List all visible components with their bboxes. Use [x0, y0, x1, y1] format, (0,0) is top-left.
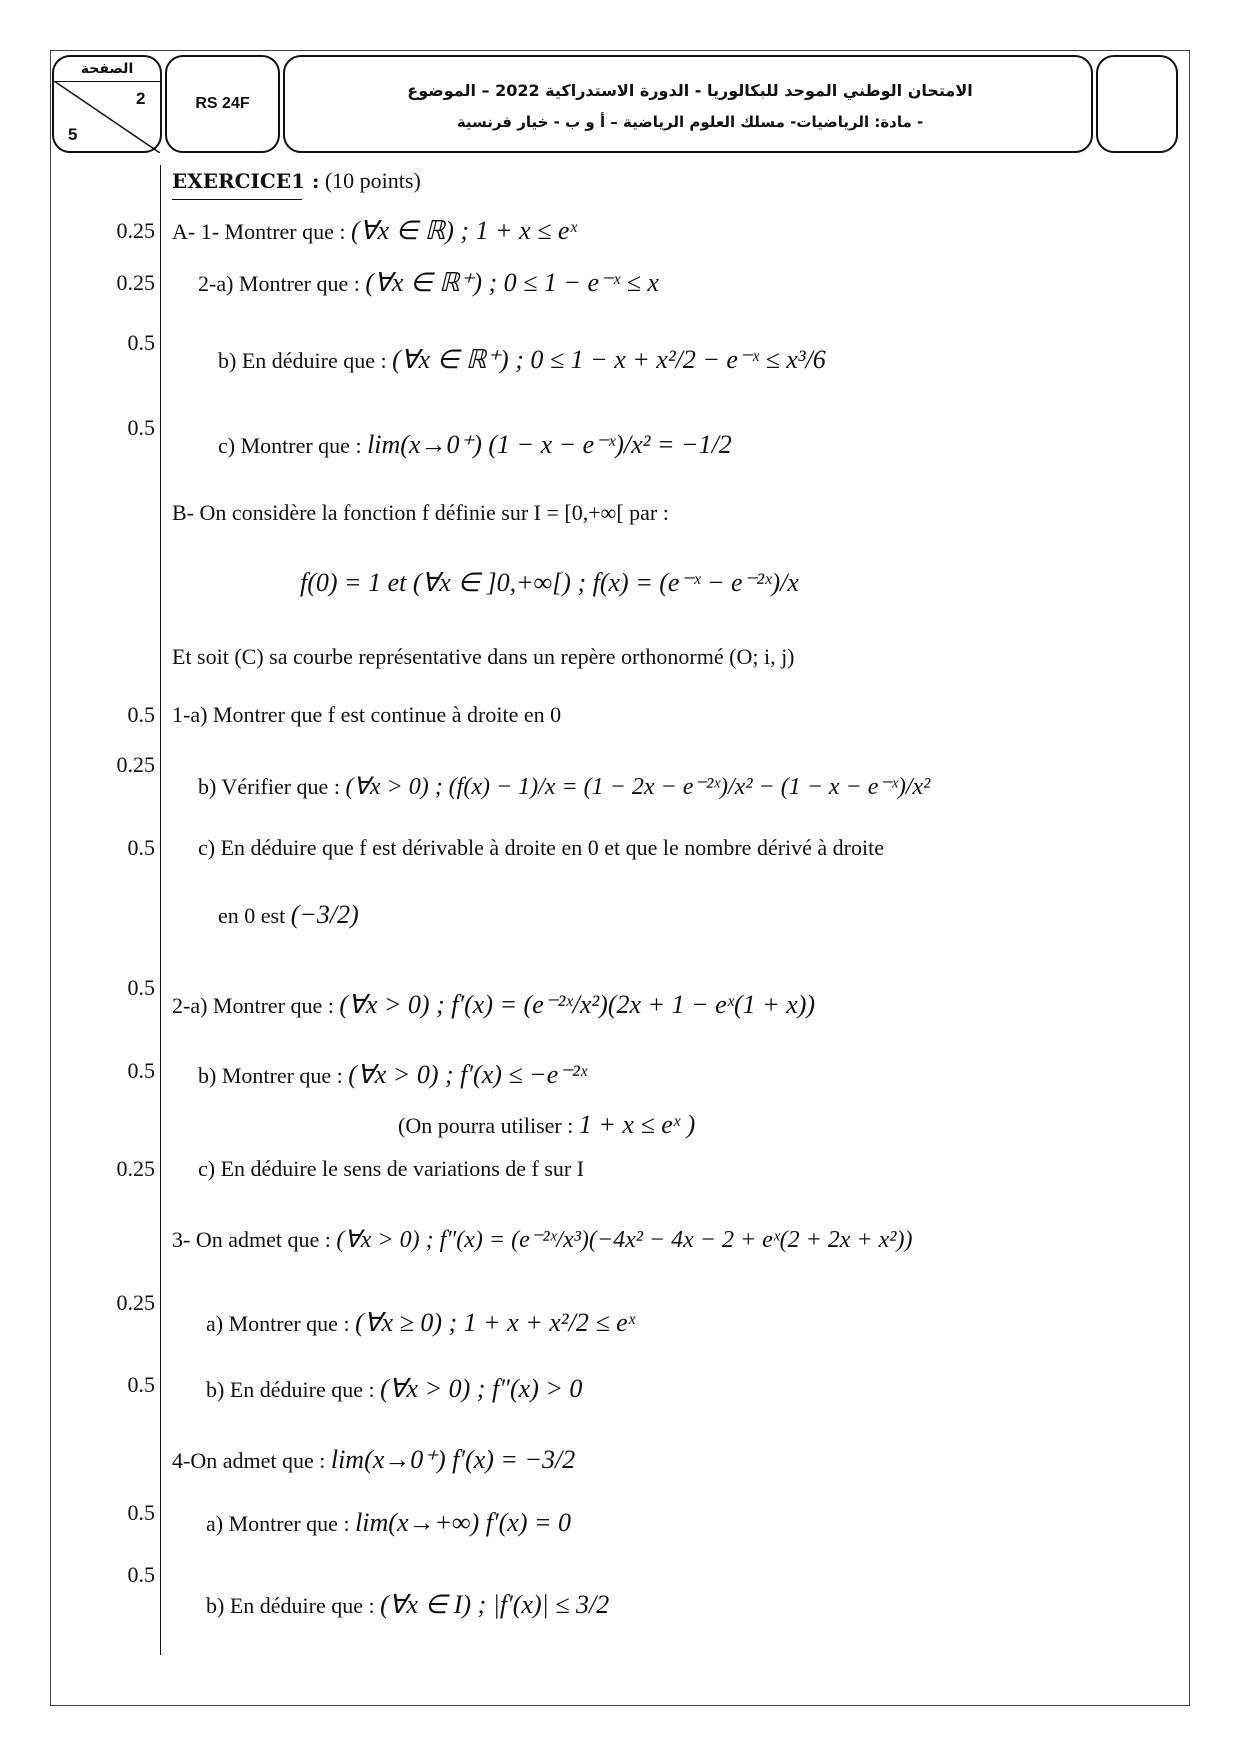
question-text: c) En déduire le sens de variations de f sur I: [198, 1156, 585, 1181]
question-A2a: [198, 268, 659, 298]
question-B1a: [172, 702, 561, 728]
question-text: 3- On admet que :: [172, 1227, 331, 1252]
item-points: 0.5: [127, 1058, 155, 1083]
exam-title-box: [283, 55, 1093, 153]
question-A1: [172, 216, 577, 246]
question-math: lim(x→0⁺) (1 − x − e⁻ˣ)/x² = −1/2: [367, 430, 732, 459]
question-math: (∀x > 0) ; f″(x) = (e⁻²ˣ/x³)(−4x² − 4x − 2 + eˣ(2 + 2x + x²)): [336, 1227, 913, 1253]
question-B2a: [172, 990, 815, 1020]
question-B1b: [198, 772, 930, 801]
item-points: 0.5: [127, 1372, 155, 1397]
question-text: 1-a) Montrer que f est continue à droite en 0: [172, 702, 562, 727]
question-B3-intro: [172, 1225, 912, 1254]
question-B2c: [198, 1156, 584, 1182]
question-B4b: [206, 1590, 609, 1620]
item-points: 0.5: [127, 835, 155, 860]
page-number-box: [52, 55, 162, 153]
page-number: 2: [136, 89, 146, 108]
question-text: Et soit (C) sa courbe représentative dans un repère orthonormé (O; i, j): [172, 644, 795, 669]
question-B2b-hint: [398, 1110, 695, 1140]
question-math: (∀x ∈ ℝ⁺) ; 0 ≤ 1 − e⁻ˣ ≤ x: [365, 268, 659, 297]
question-text: b) En déduire que :: [206, 1377, 375, 1402]
blank-box: [1096, 55, 1178, 153]
question-text: 2-a) Montrer que :: [172, 993, 334, 1018]
question-math: lim(x→0⁺) f′(x) = −3/2: [330, 1445, 576, 1474]
item-points: 0.25: [116, 752, 155, 777]
question-math: 1 + x ≤ eˣ ): [578, 1110, 696, 1139]
exam-code: RS 24F: [195, 95, 250, 112]
question-B3a: [206, 1308, 635, 1338]
question-math: (∀x > 0) ; f′(x) = (e⁻²ˣ/x²)(2x + 1 − eˣ(1 + x)): [339, 990, 816, 1019]
question-B1c: [198, 835, 884, 861]
question-math: (∀x ∈ ℝ) ; 1 + x ≤ eˣ: [351, 216, 577, 245]
item-points: 0.25: [116, 1156, 155, 1181]
exercise-title-underline: [172, 199, 302, 200]
exam-title-line2: - مادة: الرياضيات- مسلك العلوم الرياضية – أ و ب - خيار فرنسية: [456, 113, 924, 131]
question-math: (∀x ∈ ℝ⁺) ; 0 ≤ 1 − x + x²/2 − e⁻ˣ ≤ x³/6: [392, 345, 826, 374]
question-text: 4-On admet que :: [172, 1448, 326, 1473]
question-text: c) En déduire que f est dérivable à droite en 0 et que le nombre dérivé à droite: [198, 835, 884, 860]
question-B3b: [206, 1374, 582, 1404]
item-points: 0.5: [127, 1562, 155, 1587]
part-B-intro: [172, 500, 669, 526]
question-math: (∀x > 0) ; (f(x) − 1)/x = (1 − 2x − e⁻²ˣ)/x² − (1 − x − e⁻ˣ)/x²: [345, 774, 931, 800]
question-A2b: [218, 345, 826, 375]
question-text: a) Montrer que :: [206, 1511, 350, 1536]
question-B4a: [206, 1508, 571, 1538]
question-B2b: [198, 1060, 587, 1090]
exercise-points: (10 points): [324, 168, 421, 193]
exercise-title: [172, 168, 421, 194]
exercise-title-label: EXERCICE1 :: [172, 169, 320, 193]
question-math: lim(x→+∞) f′(x) = 0: [355, 1508, 572, 1537]
exam-title-line1: الامتحان الوطني الموحد للبكالوريا - الدورة الاستدراكية 2022 – الموضوع: [407, 81, 973, 100]
question-A2c: [218, 430, 732, 460]
question-text: b) Montrer que :: [198, 1063, 343, 1088]
item-points: 0.5: [127, 415, 155, 440]
points-margin-line: [160, 165, 161, 1655]
question-math: (∀x > 0) ; f″(x) > 0: [380, 1374, 583, 1403]
question-math: (−3/2): [290, 900, 359, 929]
question-text: b) En déduire que :: [206, 1593, 375, 1618]
question-B4-intro: [172, 1445, 575, 1475]
exam-code-box: [165, 55, 280, 153]
question-text: b) Vérifier que :: [198, 774, 340, 799]
question-text: en 0 est: [218, 903, 286, 928]
question-math: (∀x ≥ 0) ; 1 + x + x²/2 ≤ eˣ: [355, 1308, 635, 1337]
question-text: c) Montrer que :: [218, 433, 362, 458]
question-text: a) Montrer que :: [206, 1311, 350, 1336]
page-label: الصفحة: [80, 61, 134, 77]
question-math: (∀x ∈ I) ; |f′(x)| ≤ 3/2: [380, 1590, 610, 1619]
item-points: 0.25: [116, 270, 155, 295]
page-total: 5: [68, 125, 78, 144]
question-math: (∀x > 0) ; f′(x) ≤ −e⁻²ˣ: [348, 1060, 588, 1089]
question-text: B- On considère la fonction f définie sur I = [0,+∞[ par :: [172, 500, 669, 525]
item-points: 0.5: [127, 702, 155, 727]
question-text: A- 1- Montrer que :: [172, 219, 346, 244]
item-points: 0.5: [127, 330, 155, 355]
item-points: 0.25: [116, 1290, 155, 1315]
item-points: 0.5: [127, 1500, 155, 1525]
question-text: (On pourra utiliser :: [398, 1113, 574, 1138]
item-points: 0.5: [127, 975, 155, 1000]
curve-statement: [172, 644, 795, 670]
question-text: 2-a) Montrer que :: [198, 271, 360, 296]
function-definition: [300, 568, 799, 598]
item-points: 0.25: [116, 218, 155, 243]
question-text: b) En déduire que :: [218, 348, 387, 373]
question-B1c-cont: [218, 900, 359, 930]
question-math: f(0) = 1 et (∀x ∈ ]0,+∞[) ; f(x) = (e⁻ˣ − e⁻²ˣ)/x: [300, 568, 799, 597]
